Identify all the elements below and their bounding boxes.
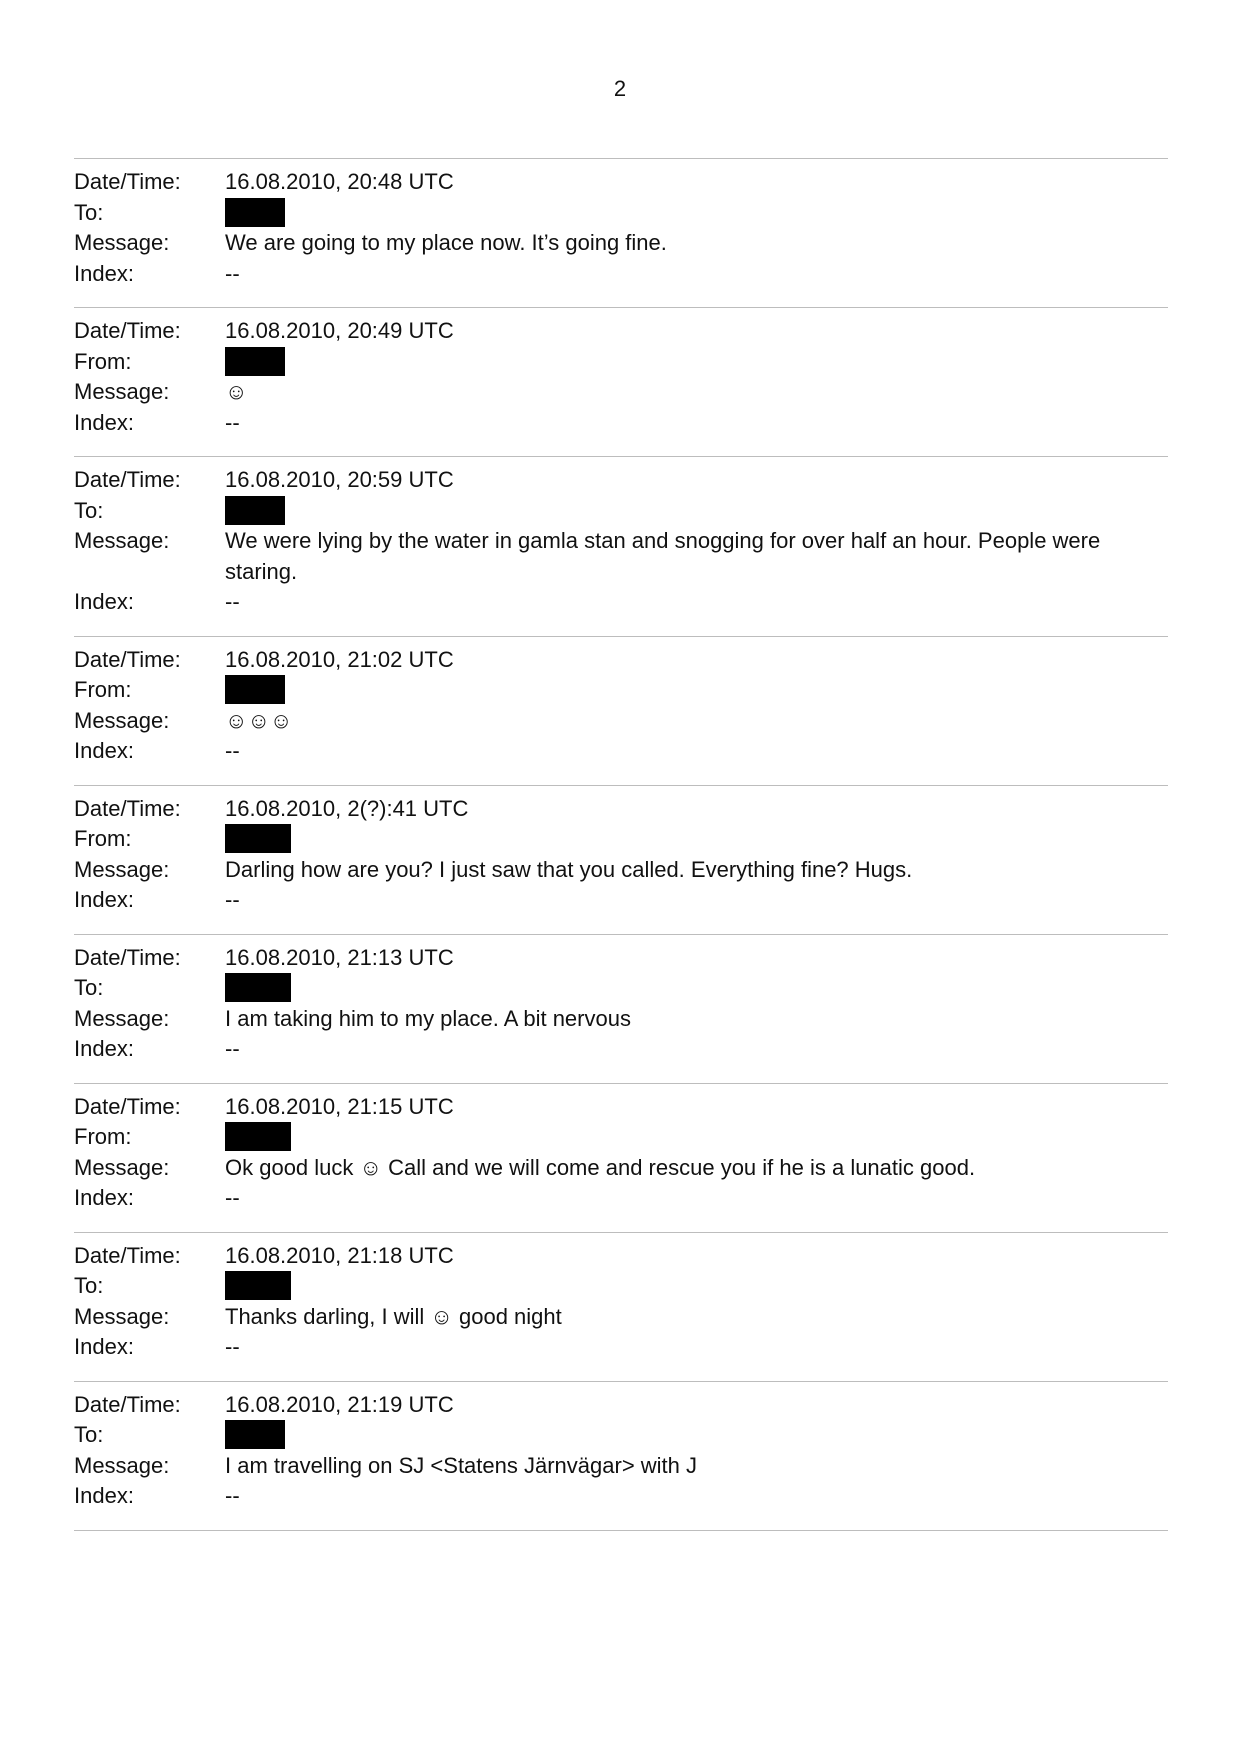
index-value: -- [225,1483,240,1508]
index-label: Index: [74,738,134,763]
message-record [74,159,1168,308]
message-label: Message: [74,230,170,255]
direction-label: To: [74,975,104,1000]
message-record [74,935,1168,1084]
index-value: -- [225,1185,240,1210]
message-text: I am travelling on SJ <Statens Järnvägar> with J [225,1452,698,1478]
datetime-label: Date/Time: [74,318,181,343]
index-label: Index: [74,1483,134,1508]
datetime-value: 16.08.2010, 21:18 UTC [225,1242,454,1268]
message-label: Message: [74,1005,170,1031]
message-text: Thanks darling, I will ☺ good night [225,1303,562,1329]
redaction-box [225,824,291,853]
datetime-value: 16.08.2010, 20:49 UTC [225,318,454,343]
datetime-value: 16.08.2010, 21:15 UTC [225,1093,454,1119]
message-label: Message: [74,379,170,404]
direction-label: To: [74,1422,104,1447]
message-label: Message: [74,856,170,882]
index-label: Index: [74,409,134,435]
direction-label: To: [74,1273,104,1298]
direction-label: From: [74,1124,132,1149]
index-value: -- [225,589,240,614]
message-record [74,308,1168,457]
redaction-box [225,1271,291,1300]
datetime-value: 16.08.2010, 20:48 UTC [225,169,454,194]
datetime-value: 16.08.2010, 21:13 UTC [225,944,454,970]
datetime-label: Date/Time: [74,795,181,821]
index-value: -- [225,1334,240,1359]
direction-label: To: [74,497,104,523]
datetime-label: Date/Time: [74,944,181,970]
redaction-box [225,675,285,704]
redaction-box [225,973,291,1002]
direction-label: From: [74,677,132,702]
datetime-label: Date/Time: [74,646,181,672]
message-text: ☺☺☺ [225,707,293,733]
index-value: -- [225,409,240,435]
direction-label: To: [74,199,104,225]
message-label: Message: [74,707,170,733]
message-text: We were lying by the water in gamla stan and snogging for over half an hour. People were staring. [225,528,1101,584]
direction-label: From: [74,826,132,851]
index-label: Index: [74,1334,134,1359]
datetime-label: Date/Time: [74,169,181,194]
message-label: Message: [74,1303,170,1329]
index-value: -- [225,260,240,286]
datetime-label: Date/Time: [74,467,181,492]
datetime-label: Date/Time: [74,1242,181,1268]
datetime-label: Date/Time: [74,1093,181,1119]
message-label: Message: [74,1452,170,1478]
message-record [74,1084,1168,1233]
message-label: Message: [74,528,170,553]
redaction-box [225,347,285,376]
index-label: Index: [74,589,134,614]
message-record [74,457,1168,637]
message-text: We are going to my place now. It’s going fine. [225,230,667,255]
datetime-value: 16.08.2010, 21:19 UTC [225,1391,454,1417]
index-value: -- [225,738,240,763]
index-label: Index: [74,1036,134,1061]
index-value: -- [225,887,240,912]
redaction-box [225,496,285,525]
message-record [74,637,1168,786]
datetime-value: 16.08.2010, 20:59 UTC [225,467,454,492]
datetime-value: 16.08.2010, 2(?):41 UTC [225,795,469,821]
datetime-label: Date/Time: [74,1391,181,1417]
index-label: Index: [74,887,134,912]
message-record [74,1382,1168,1531]
message-text: ☺ [225,379,248,404]
direction-label: From: [74,348,132,374]
index-label: Index: [74,1185,134,1210]
index-label: Index: [74,260,134,286]
message-label: Message: [74,1154,170,1180]
message-log [74,158,1168,1531]
redaction-box [225,1420,285,1449]
redaction-box [225,198,285,227]
datetime-value: 16.08.2010, 21:02 UTC [225,646,454,672]
message-text: Ok good luck ☺ Call and we will come and rescue you if he is a lunatic good. [225,1154,976,1180]
page-number: 2 [613,76,627,101]
index-value: -- [225,1036,240,1061]
message-text: Darling how are you? I just saw that you called. Everything fine? Hugs. [225,856,913,882]
message-record [74,1233,1168,1382]
redaction-box [225,1122,291,1151]
message-text: I am taking him to my place. A bit nervous [225,1005,631,1031]
message-record [74,786,1168,935]
